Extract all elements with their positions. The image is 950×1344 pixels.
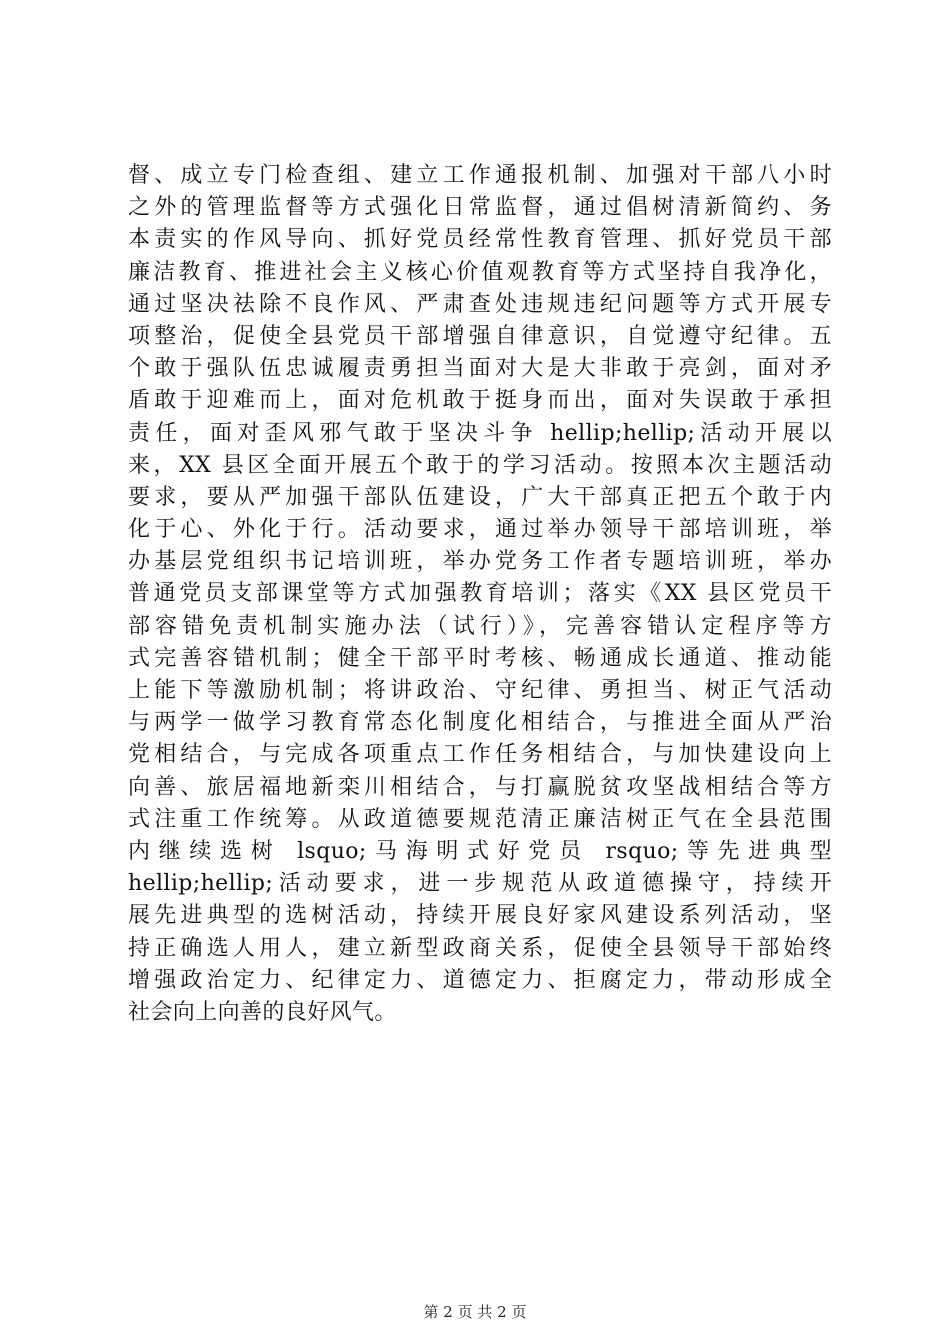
text-line: 党相结合，与完成各项重点工作任务相结合，与加快建设向上	[128, 742, 832, 768]
text-line: 上能下等激励机制；将讲政治、守纪律、勇担当、树正气活动	[128, 678, 832, 703]
text-line: 督、成立专门检查组、建立工作通报机制、加强对干部八小时	[128, 163, 832, 188]
text-line-last: 社会向上向善的良好风气。	[128, 999, 397, 1025]
text-line: 与两学一做学习教育常态化制度化相结合，与推进全面从严治	[128, 710, 832, 736]
text-line: 普通党员支部课堂等方式加强教育培训；落实《XX 县区党员干	[128, 581, 832, 607]
text-line: 本责实的作风导向、抓好党员经常性教育管理、抓好党员干部	[128, 227, 832, 253]
text-line: 增强政治定力、纪律定力、道德定力、拒腐定力，带动形成全	[128, 967, 832, 993]
text-line: 持正确选人用人，建立新型政商关系，促使全县领导干部始终	[128, 935, 832, 961]
text-line: 盾敢于迎难而上，面对危机敢于挺身而出，面对失误敢于承担	[128, 388, 832, 414]
text-line: 内继续选树 lsquo;马海明式好党员 rsquo;等先进典型	[128, 838, 832, 864]
text-line: 展先进典型的选树活动，持续开展良好家风建设系列活动，坚	[128, 903, 832, 929]
text-line: 个敢于强队伍忠诚履责勇担当面对大是大非敢于亮剑，面对矛	[128, 356, 832, 382]
text-line: 责任，面对歪风邪气敢于坚决斗争 hellip;hellip;活动开展以	[128, 420, 832, 446]
text-line: 化于心、外化于行。活动要求，通过举办领导干部培训班，举	[128, 517, 832, 543]
text-line: 办基层党组织书记培训班，举办党务工作者专题培训班，举办	[128, 549, 832, 575]
text-line: 之外的管理监督等方式强化日常监督，通过倡树清新简约、务	[128, 195, 832, 221]
text-line: 式完善容错机制；健全干部平时考核、畅通成长通道、推动能	[128, 645, 832, 671]
text-line: 项整治，促使全县党员干部增强自律意识，自觉遵守纪律。五	[128, 323, 832, 349]
text-line: 廉洁教育、推进社会主义核心价值观教育等方式坚持自我净化，	[128, 259, 832, 285]
text-line: hellip;hellip;活动要求，进一步规范从政道德操守，持续开	[128, 871, 832, 897]
text-line: 部容错免责机制实施办法（试行）》，完善容错认定程序等方	[128, 613, 832, 639]
text-line: 来，XX 县区全面开展五个敢于的学习活动。按照本次主题活动	[128, 452, 832, 478]
document-body	[128, 160, 832, 1029]
text-line: 向善、旅居福地新栾川相结合，与打赢脱贫攻坚战相结合等方	[128, 774, 832, 800]
text-line: 式注重工作统筹。从政道德要规范清正廉洁树正气在全县范围	[128, 806, 832, 832]
text-line: 要求，要从严加强干部队伍建设，广大干部真正把五个敢于内	[128, 484, 832, 510]
text-line: 通过坚决祛除不良作风、严肃查处违规违纪问题等方式开展专	[128, 291, 832, 317]
page-number-footer: 第 2 页 共 2 页	[423, 1303, 527, 1321]
